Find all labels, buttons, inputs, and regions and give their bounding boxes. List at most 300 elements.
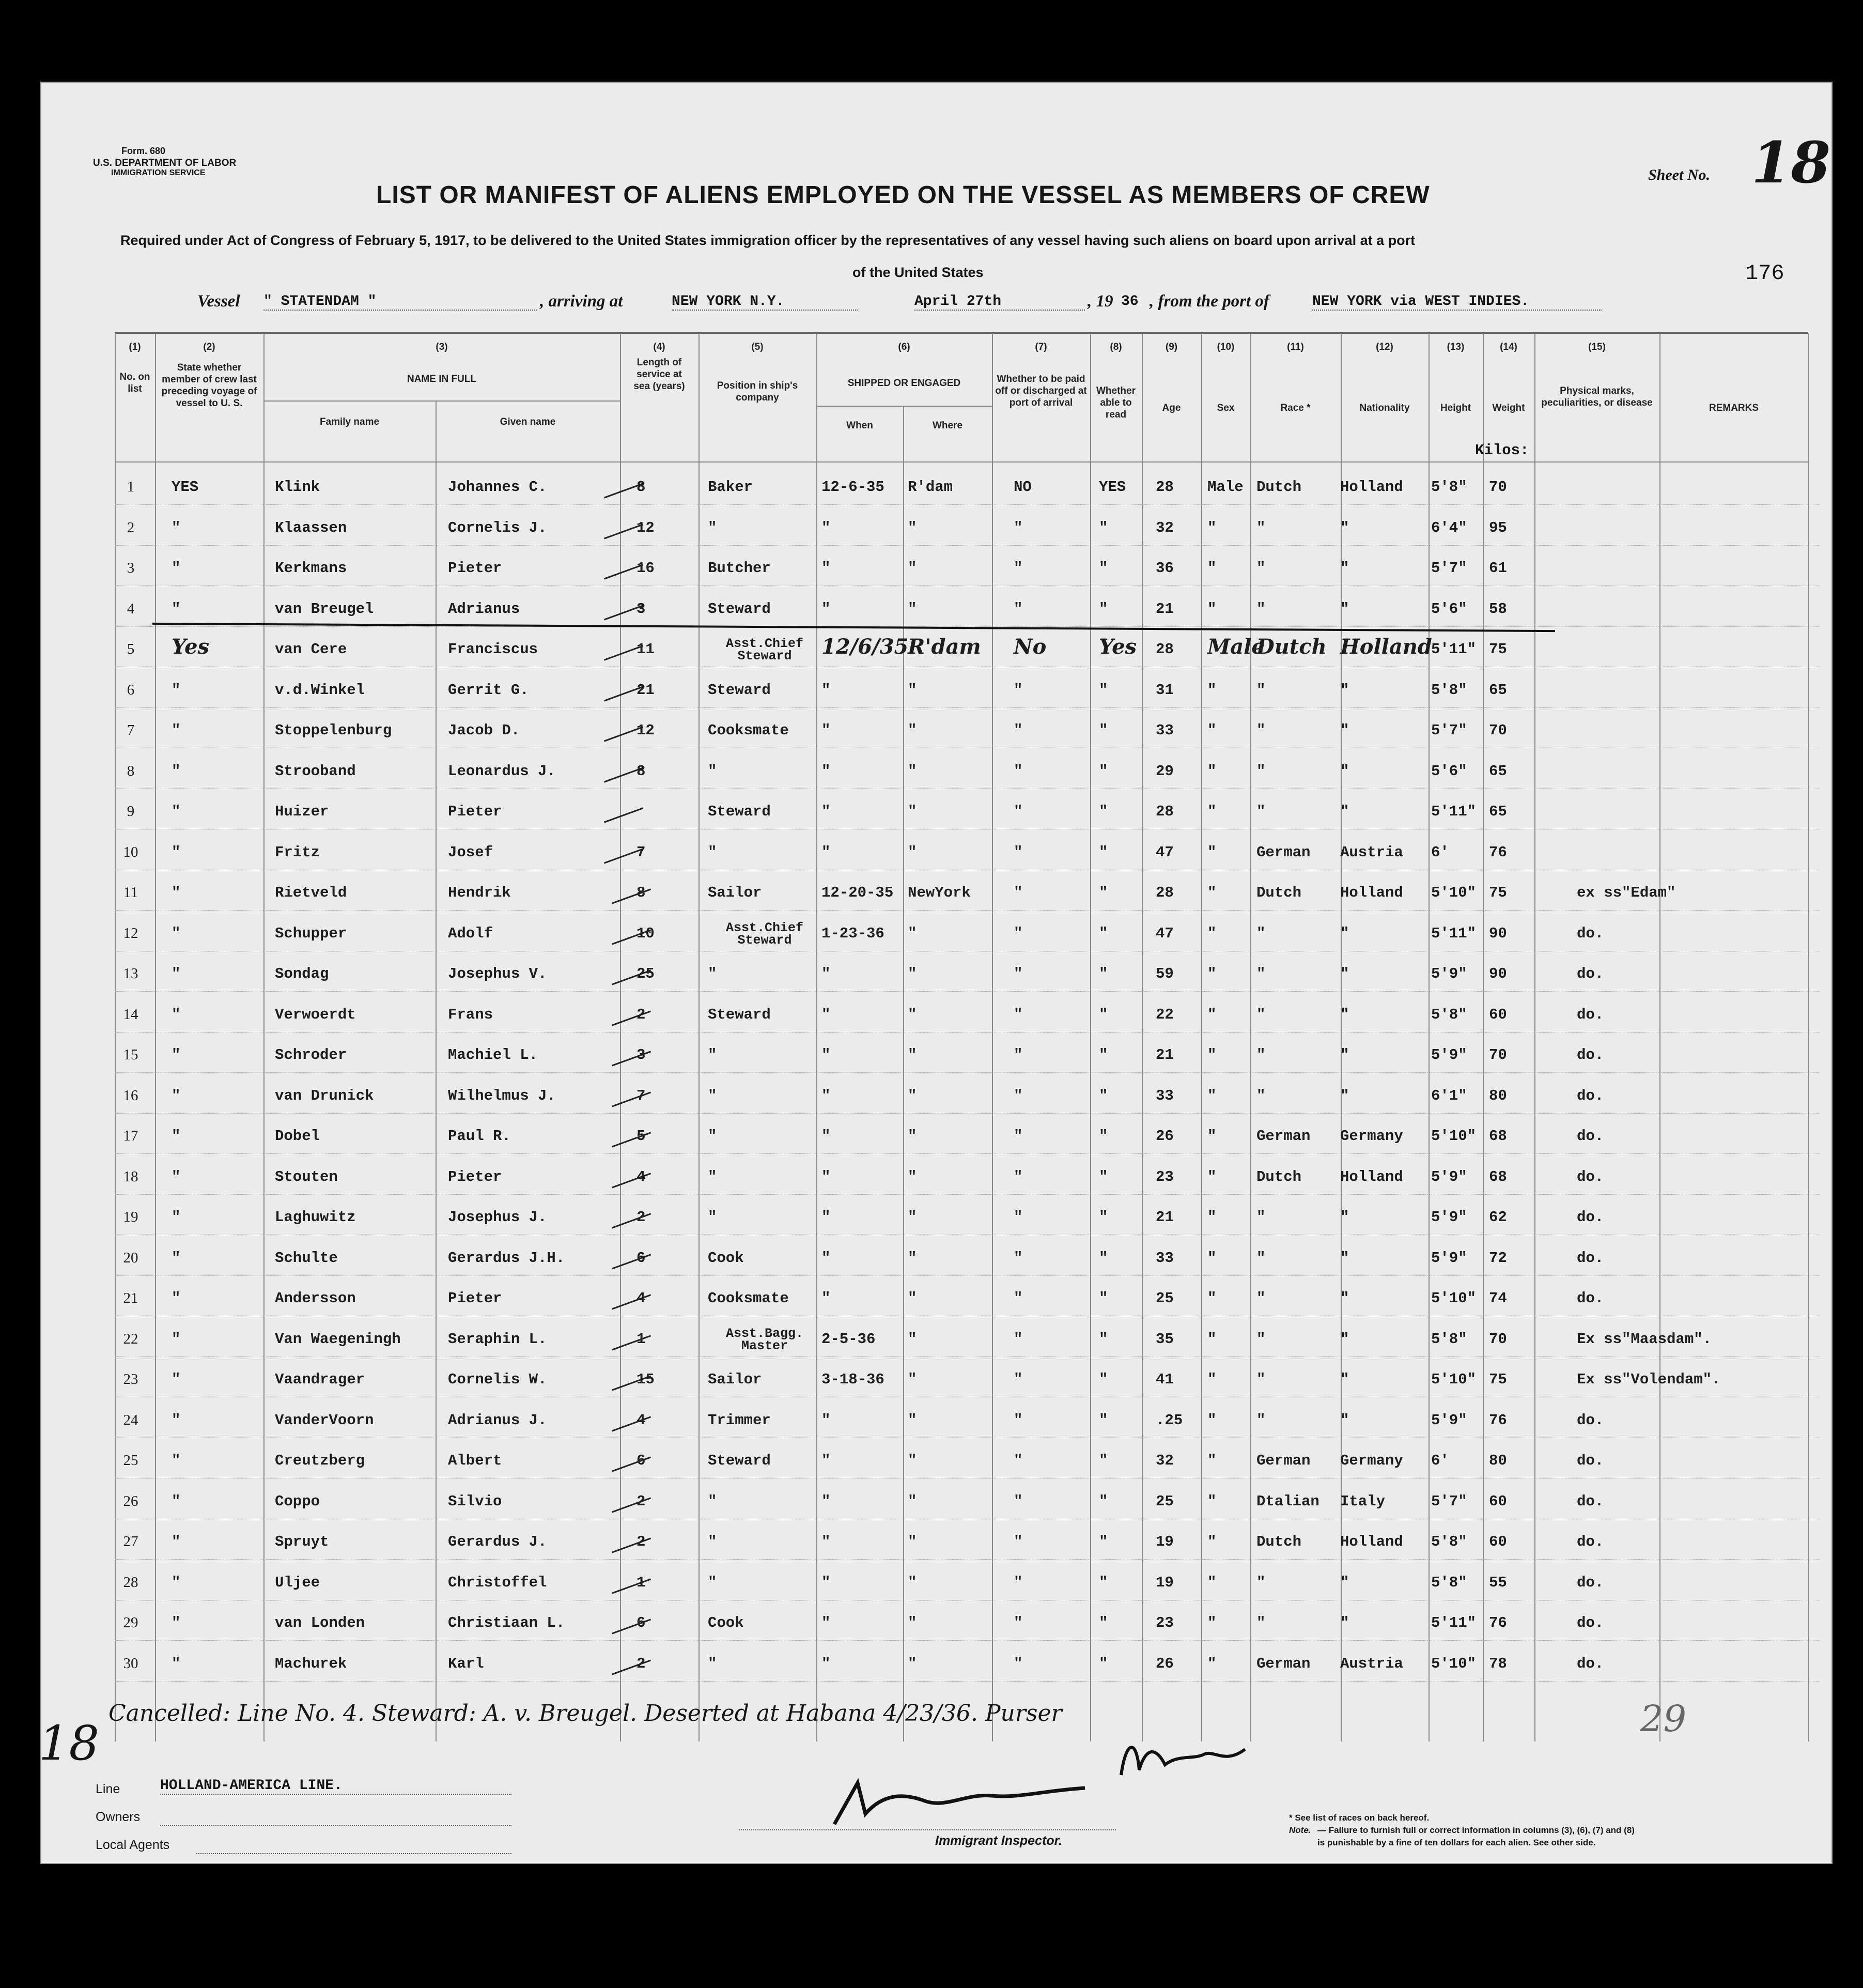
row-rule <box>115 1275 1820 1276</box>
paid-off-cell: " <box>1014 1574 1023 1591</box>
table-row <box>115 515 1820 546</box>
sex-cell: " <box>1207 1046 1217 1064</box>
shipped-when-cell: " <box>821 519 831 536</box>
shipped-where-cell: " <box>908 1574 917 1591</box>
given-name-cell: Machiel L. <box>448 1046 538 1064</box>
row-number: 6 <box>127 681 135 698</box>
given-name-cell: Hendrik <box>448 884 511 901</box>
service-years-cell: 5 <box>636 1128 646 1145</box>
able-to-read-cell: " <box>1099 1655 1108 1672</box>
nationality-cell: " <box>1340 1614 1349 1631</box>
shipped-where-cell: " <box>908 1128 917 1145</box>
family-name-cell: van Breugel <box>275 600 374 618</box>
table-row <box>115 596 1820 627</box>
weight-cell: 60 <box>1489 1533 1507 1550</box>
shipped-when-cell: " <box>821 1574 831 1591</box>
shipped-when-cell: " <box>821 762 831 780</box>
remarks-cell: do. <box>1577 1128 1604 1145</box>
remarks-cell: Ex ss"Maasdam". <box>1577 1330 1712 1348</box>
family-name-cell: Uljee <box>275 1574 320 1591</box>
paid-off-cell: " <box>1014 803 1023 820</box>
fine-note-line-1: — Failure to furnish full or correct information in columns (3), (6), (7) and (8) <box>1317 1825 1635 1835</box>
table-row <box>115 718 1820 749</box>
paid-off-cell: " <box>1014 560 1023 577</box>
race-cell: " <box>1256 1249 1266 1267</box>
weight-cell: 62 <box>1489 1209 1507 1226</box>
able-to-read-cell: " <box>1099 1290 1108 1307</box>
previous-voyage-cell: " <box>172 1290 181 1307</box>
nationality-cell: Holland <box>1340 1533 1403 1550</box>
height-cell: 5'8" <box>1431 1533 1467 1550</box>
nationality-cell: " <box>1340 560 1349 577</box>
given-name-cell: Silvio <box>448 1492 502 1510</box>
shipped-where-cell: " <box>908 1249 917 1267</box>
height-cell: 6'4" <box>1431 519 1467 536</box>
purser-signature <box>1116 1734 1255 1801</box>
family-name-cell: v.d.Winkel <box>275 681 365 699</box>
paid-off-cell: " <box>1014 1209 1023 1226</box>
remarks-cell: do. <box>1577 1574 1604 1591</box>
age-cell: 35 <box>1156 1330 1174 1348</box>
weight-cell: 76 <box>1489 1411 1507 1429</box>
family-name-cell: Kerkmans <box>275 560 347 577</box>
weight-cell: 60 <box>1489 1006 1507 1023</box>
family-name-cell: van Londen <box>275 1614 365 1631</box>
age-cell: 19 <box>1156 1574 1174 1591</box>
previous-voyage-cell: " <box>172 1452 181 1469</box>
race-cell: " <box>1256 965 1266 982</box>
paid-off-cell: " <box>1014 1168 1023 1185</box>
previous-voyage-cell: " <box>172 1411 181 1429</box>
row-number: 1 <box>127 479 135 495</box>
paid-off-cell: " <box>1014 1128 1023 1145</box>
able-to-read-cell: " <box>1099 762 1108 780</box>
age-cell: 22 <box>1156 1006 1174 1023</box>
table-row <box>115 1083 1820 1114</box>
height-cell: 5'8" <box>1431 681 1467 699</box>
age-cell: 36 <box>1156 560 1174 577</box>
previous-voyage-cell: " <box>172 924 181 942</box>
height-cell: 5'8" <box>1431 1330 1467 1348</box>
shipped-when-cell: " <box>821 722 831 739</box>
row-number: 10 <box>123 843 138 860</box>
row-rule <box>115 545 1820 546</box>
weight-cell: 74 <box>1489 1290 1507 1307</box>
age-cell: 26 <box>1156 1128 1174 1145</box>
column-header-physical-marks: Physical marks, peculiarities, or disease <box>1541 386 1653 408</box>
sheet-number-label: Sheet No. <box>1648 166 1710 183</box>
position-cell: " <box>708 1128 717 1145</box>
height-cell: 5'7" <box>1431 1492 1467 1510</box>
family-name-cell: Rietveld <box>275 884 347 901</box>
note-label: Note. <box>1289 1825 1311 1835</box>
position-cell: Cooksmate <box>708 1290 789 1307</box>
previous-voyage-cell: " <box>172 681 181 699</box>
nationality-cell: " <box>1340 1006 1349 1023</box>
given-name-cell: Jacob D. <box>448 722 520 739</box>
race-cell: " <box>1256 1614 1266 1631</box>
weight-cell: 75 <box>1489 1371 1507 1388</box>
table-row <box>115 1002 1820 1033</box>
age-cell: .25 <box>1156 1411 1183 1429</box>
able-to-read-cell: " <box>1099 1168 1108 1185</box>
table-row <box>115 799 1820 830</box>
paid-off-cell: " <box>1014 1411 1023 1429</box>
race-cell: Dutch <box>1256 635 1327 659</box>
table-top-rule <box>115 332 1808 334</box>
vessel-name: " STATENDAM " <box>263 294 537 311</box>
race-cell: " <box>1256 600 1266 618</box>
nationality-cell: " <box>1340 1209 1349 1226</box>
weight-cell: 95 <box>1489 519 1507 536</box>
table-row <box>115 1164 1820 1195</box>
shipped-where-cell: " <box>908 1492 917 1510</box>
sex-cell: " <box>1207 722 1217 739</box>
column-header-no-on-list: No. on list <box>119 372 150 394</box>
shipped-where-cell: " <box>908 1006 917 1023</box>
given-name-cell: Franciscus <box>448 641 538 658</box>
nationality-cell: " <box>1340 803 1349 820</box>
given-name-cell: Wilhelmus J. <box>448 1087 556 1104</box>
weight-cell: 90 <box>1489 924 1507 942</box>
table-row <box>115 1489 1820 1520</box>
family-name-cell: Fritz <box>275 843 320 861</box>
column-number: (14) <box>1500 342 1517 352</box>
sex-cell: " <box>1207 1371 1217 1388</box>
sex-cell: Male <box>1207 635 1265 659</box>
remarks-cell: do. <box>1577 1411 1604 1429</box>
family-name-cell: Machurek <box>275 1655 347 1672</box>
service-years-cell: 2 <box>636 1655 646 1672</box>
service-years-cell: 3 <box>636 1046 646 1064</box>
service-years-cell: 11 <box>636 641 655 658</box>
sex-cell: " <box>1207 1452 1217 1469</box>
paid-off-cell: " <box>1014 1371 1023 1388</box>
height-cell: 5'11" <box>1431 1614 1477 1631</box>
previous-voyage-cell: YES <box>172 479 199 496</box>
age-cell: 29 <box>1156 762 1174 780</box>
paid-off-cell: " <box>1014 1249 1023 1267</box>
weight-cell: 76 <box>1489 843 1507 861</box>
race-cell: Dtalian <box>1256 1492 1319 1510</box>
given-name-cell: Gerrit G. <box>448 681 529 699</box>
column-header-race: Race * <box>1280 403 1311 413</box>
service-years-cell: 8 <box>636 884 646 901</box>
given-name-cell: Albert <box>448 1452 502 1469</box>
paid-off-cell: " <box>1014 843 1023 861</box>
table-row <box>115 1367 1820 1398</box>
service-years-cell: 15 <box>636 1371 655 1388</box>
service-years-cell: 21 <box>636 681 655 699</box>
race-cell: " <box>1256 1006 1266 1023</box>
nationality-cell: " <box>1340 965 1349 982</box>
column-number: (7) <box>1035 342 1047 352</box>
able-to-read-cell: YES <box>1099 479 1126 496</box>
table-row <box>115 1042 1820 1073</box>
given-name-cell: Pieter <box>448 560 502 577</box>
row-number: 27 <box>123 1533 138 1550</box>
race-cell: " <box>1256 681 1266 699</box>
remarks-cell: do. <box>1577 1452 1604 1469</box>
table-row <box>115 1286 1820 1317</box>
tally-count: 29 <box>1640 1698 1687 1740</box>
position-cell: " <box>708 1655 717 1672</box>
age-cell: 28 <box>1156 641 1174 658</box>
page-title: LIST OR MANIFEST OF ALIENS EMPLOYED ON THE VESSEL AS MEMBERS OF CREW <box>376 181 1430 209</box>
sex-cell: " <box>1207 1249 1217 1267</box>
row-rule <box>115 1113 1820 1114</box>
shipped-where-cell: " <box>908 681 917 699</box>
remarks-cell: Ex ss"Volendam". <box>1577 1371 1721 1388</box>
able-to-read-cell: " <box>1099 803 1108 820</box>
row-number: 18 <box>123 1168 138 1185</box>
table-row <box>115 1408 1820 1439</box>
nationality-cell: Holland <box>1340 479 1403 496</box>
able-to-read-cell: Yes <box>1099 635 1137 659</box>
position-cell: Sailor <box>708 1371 762 1388</box>
height-cell: 5'6" <box>1431 762 1467 780</box>
able-to-read-cell: " <box>1099 1209 1108 1226</box>
race-cell: German <box>1256 1655 1311 1672</box>
column-header-family-name: Family name <box>319 417 380 427</box>
shipped-where-cell: " <box>908 924 917 942</box>
row-number: 30 <box>123 1655 138 1672</box>
row-number: 19 <box>123 1209 138 1225</box>
height-cell: 5'10" <box>1431 884 1477 901</box>
previous-voyage-cell: " <box>172 1492 181 1510</box>
column-header-weight: Weight <box>1492 403 1525 413</box>
able-to-read-cell: " <box>1099 924 1108 942</box>
weight-cell: 72 <box>1489 1249 1507 1267</box>
table-row <box>115 759 1820 790</box>
shipped-when-cell: " <box>821 843 831 861</box>
column-header-sex: Sex <box>1217 403 1235 413</box>
nationality-cell: Austria <box>1340 843 1403 861</box>
table-row <box>115 1570 1820 1601</box>
previous-voyage-cell: " <box>172 1574 181 1591</box>
shipped-when-cell: " <box>821 803 831 820</box>
weight-cell: 70 <box>1489 1046 1507 1064</box>
row-number: 16 <box>123 1087 138 1104</box>
height-cell: 5'8" <box>1431 1574 1467 1591</box>
race-cell: " <box>1256 1209 1266 1226</box>
race-cell: Dutch <box>1256 1533 1302 1550</box>
age-cell: 32 <box>1156 519 1174 536</box>
race-cell: " <box>1256 803 1266 820</box>
sex-cell: " <box>1207 1087 1217 1104</box>
given-name-cell: Gerardus J.H. <box>448 1249 565 1267</box>
shipped-when-cell: 1-23-36 <box>821 924 884 942</box>
table-row <box>115 1651 1820 1682</box>
weight-cell: 70 <box>1489 479 1507 496</box>
able-to-read-cell: " <box>1099 1087 1108 1104</box>
shipped-when-cell: 12-6-35 <box>821 479 884 496</box>
service-years-cell: 10 <box>636 924 655 942</box>
able-to-read-cell: " <box>1099 1492 1108 1510</box>
remarks-cell: do. <box>1577 1087 1604 1104</box>
able-to-read-cell: " <box>1099 560 1108 577</box>
shipped-where-cell: " <box>908 722 917 739</box>
able-to-read-cell: " <box>1099 1371 1108 1388</box>
row-number: 22 <box>123 1330 138 1347</box>
shipped-where-cell: " <box>908 1290 917 1307</box>
table-row <box>115 677 1820 708</box>
race-cell: " <box>1256 1087 1266 1104</box>
nationality-cell: " <box>1340 1087 1349 1104</box>
service-years-cell: 4 <box>636 1290 646 1307</box>
service-years-cell: 7 <box>636 1087 646 1104</box>
service-years-cell: 4 <box>636 1411 646 1429</box>
local-agents-value <box>196 1838 511 1854</box>
paid-off-cell: " <box>1014 762 1023 780</box>
nationality-cell: " <box>1340 600 1349 618</box>
race-cell: Dutch <box>1256 1168 1302 1185</box>
nationality-cell: " <box>1340 1330 1349 1348</box>
nationality-cell: " <box>1340 1249 1349 1267</box>
previous-voyage-cell: " <box>172 1006 181 1023</box>
service-years-cell: 4 <box>636 1168 646 1185</box>
height-cell: 5'8" <box>1431 1006 1467 1023</box>
races-note: * See list of races on back hereof. <box>1289 1813 1430 1823</box>
service-years-cell: 3 <box>636 600 646 618</box>
able-to-read-cell: " <box>1099 1128 1108 1145</box>
family-name-cell: Strooband <box>275 762 356 780</box>
line-label: Line <box>96 1782 120 1796</box>
row-rule <box>115 1559 1820 1560</box>
position-cell: " <box>708 1492 717 1510</box>
service-years-cell: 2 <box>636 1533 646 1550</box>
shipped-when-cell: " <box>821 1209 831 1226</box>
given-name-cell: Leonardus J. <box>448 762 556 780</box>
weight-cell: 78 <box>1489 1655 1507 1672</box>
column-header-where: Where <box>932 420 963 431</box>
row-number: 24 <box>123 1411 138 1428</box>
weight-cell: 68 <box>1489 1168 1507 1185</box>
family-name-cell: Van Waegeningh <box>275 1330 401 1348</box>
family-name-cell: Dobel <box>275 1128 320 1145</box>
family-name-cell: Spruyt <box>275 1533 329 1550</box>
nationality-cell: " <box>1340 1290 1349 1307</box>
column-number: (8) <box>1110 342 1122 352</box>
given-name-cell: Gerardus J. <box>448 1533 547 1550</box>
column-header-height: Height <box>1440 403 1471 413</box>
remarks-cell: do. <box>1577 1533 1604 1550</box>
header-subrule <box>816 406 992 407</box>
row-number: 17 <box>123 1128 138 1144</box>
previous-voyage-cell: " <box>172 1533 181 1550</box>
row-rule <box>115 504 1820 505</box>
previous-voyage-cell: " <box>172 1209 181 1226</box>
service-years-cell: 12 <box>636 722 655 739</box>
year-label: , 19 <box>1088 292 1113 311</box>
previous-voyage-cell: " <box>172 1249 181 1267</box>
shipped-where-cell: " <box>908 1330 917 1348</box>
position-cell: Steward <box>708 803 771 820</box>
remarks-cell: do. <box>1577 1209 1604 1226</box>
weight-cell: 75 <box>1489 884 1507 901</box>
height-cell: 6'1" <box>1431 1087 1467 1104</box>
paid-off-cell: " <box>1014 1533 1023 1550</box>
height-cell: 5'9" <box>1431 1046 1467 1064</box>
age-cell: 28 <box>1156 479 1174 496</box>
position-cell: " <box>708 1168 717 1185</box>
column-header-nationality: Nationality <box>1359 403 1410 413</box>
given-name-cell: Paul R. <box>448 1128 511 1145</box>
remarks-cell: do. <box>1577 924 1604 942</box>
column-number: (12) <box>1376 342 1393 352</box>
column-number: (13) <box>1447 342 1465 352</box>
able-to-read-cell: " <box>1099 1006 1108 1023</box>
able-to-read-cell: " <box>1099 1330 1108 1348</box>
position-cell: Steward <box>708 600 771 618</box>
race-cell: " <box>1256 519 1266 536</box>
sex-cell: " <box>1207 1411 1217 1429</box>
nationality-cell: Germany <box>1340 1128 1403 1145</box>
able-to-read-cell: " <box>1099 1614 1108 1631</box>
previous-voyage-cell: " <box>172 519 181 536</box>
column-header-shipped-or-engaged: SHIPPED OR ENGAGED <box>847 378 961 389</box>
age-cell: 23 <box>1156 1614 1174 1631</box>
shipped-where-cell: " <box>908 1371 917 1388</box>
family-name-cell: Klink <box>275 479 320 496</box>
age-cell: 28 <box>1156 884 1174 901</box>
family-name-cell: van Drunick <box>275 1087 374 1104</box>
nationality-cell: " <box>1340 1411 1349 1429</box>
column-header-length-of-service: Length of service at sea (years) <box>633 357 685 392</box>
shipped-where-cell: " <box>908 1614 917 1631</box>
from-port: NEW YORK via WEST INDIES. <box>1312 294 1602 311</box>
able-to-read-cell: " <box>1099 1533 1108 1550</box>
position-cell: Sailor <box>708 884 762 901</box>
shipped-where-cell: " <box>908 600 917 618</box>
column-number: (3) <box>436 342 448 352</box>
column-number: (1) <box>129 342 141 352</box>
row-rule <box>115 1640 1820 1641</box>
paid-off-cell: " <box>1014 722 1023 739</box>
age-cell: 25 <box>1156 1492 1174 1510</box>
given-name-cell: Adrianus <box>448 600 520 618</box>
sex-cell: " <box>1207 560 1217 577</box>
height-cell: 5'9" <box>1431 1168 1467 1185</box>
able-to-read-cell: " <box>1099 1411 1108 1429</box>
row-number: 5 <box>127 641 135 657</box>
column-number: (2) <box>203 342 215 352</box>
service-years-cell: 16 <box>636 560 655 577</box>
row-number: 20 <box>123 1249 138 1266</box>
arrival-date: April 27th <box>914 294 1085 311</box>
age-cell: 32 <box>1156 1452 1174 1469</box>
arriving-port: NEW YORK N.Y. <box>672 294 858 311</box>
row-rule <box>115 1194 1820 1195</box>
row-rule <box>115 991 1820 992</box>
race-cell: German <box>1256 843 1311 861</box>
previous-voyage-cell: " <box>172 1046 181 1064</box>
table-row <box>115 474 1820 505</box>
service-years-cell: 25 <box>636 965 655 982</box>
shipped-when-cell: " <box>821 1492 831 1510</box>
sex-cell: " <box>1207 1492 1217 1510</box>
remarks-cell: do. <box>1577 1492 1604 1510</box>
height-cell: 5'8" <box>1431 479 1467 496</box>
service-years-cell: 12 <box>636 519 655 536</box>
position-cell: Steward <box>708 1006 771 1023</box>
remarks-cell: ex ss"Edam" <box>1577 884 1676 901</box>
able-to-read-cell: " <box>1099 843 1108 861</box>
table-row <box>115 1610 1820 1641</box>
weight-cell: 75 <box>1489 641 1507 658</box>
owners-value <box>160 1810 511 1826</box>
local-agents-label: Local Agents <box>96 1838 170 1852</box>
